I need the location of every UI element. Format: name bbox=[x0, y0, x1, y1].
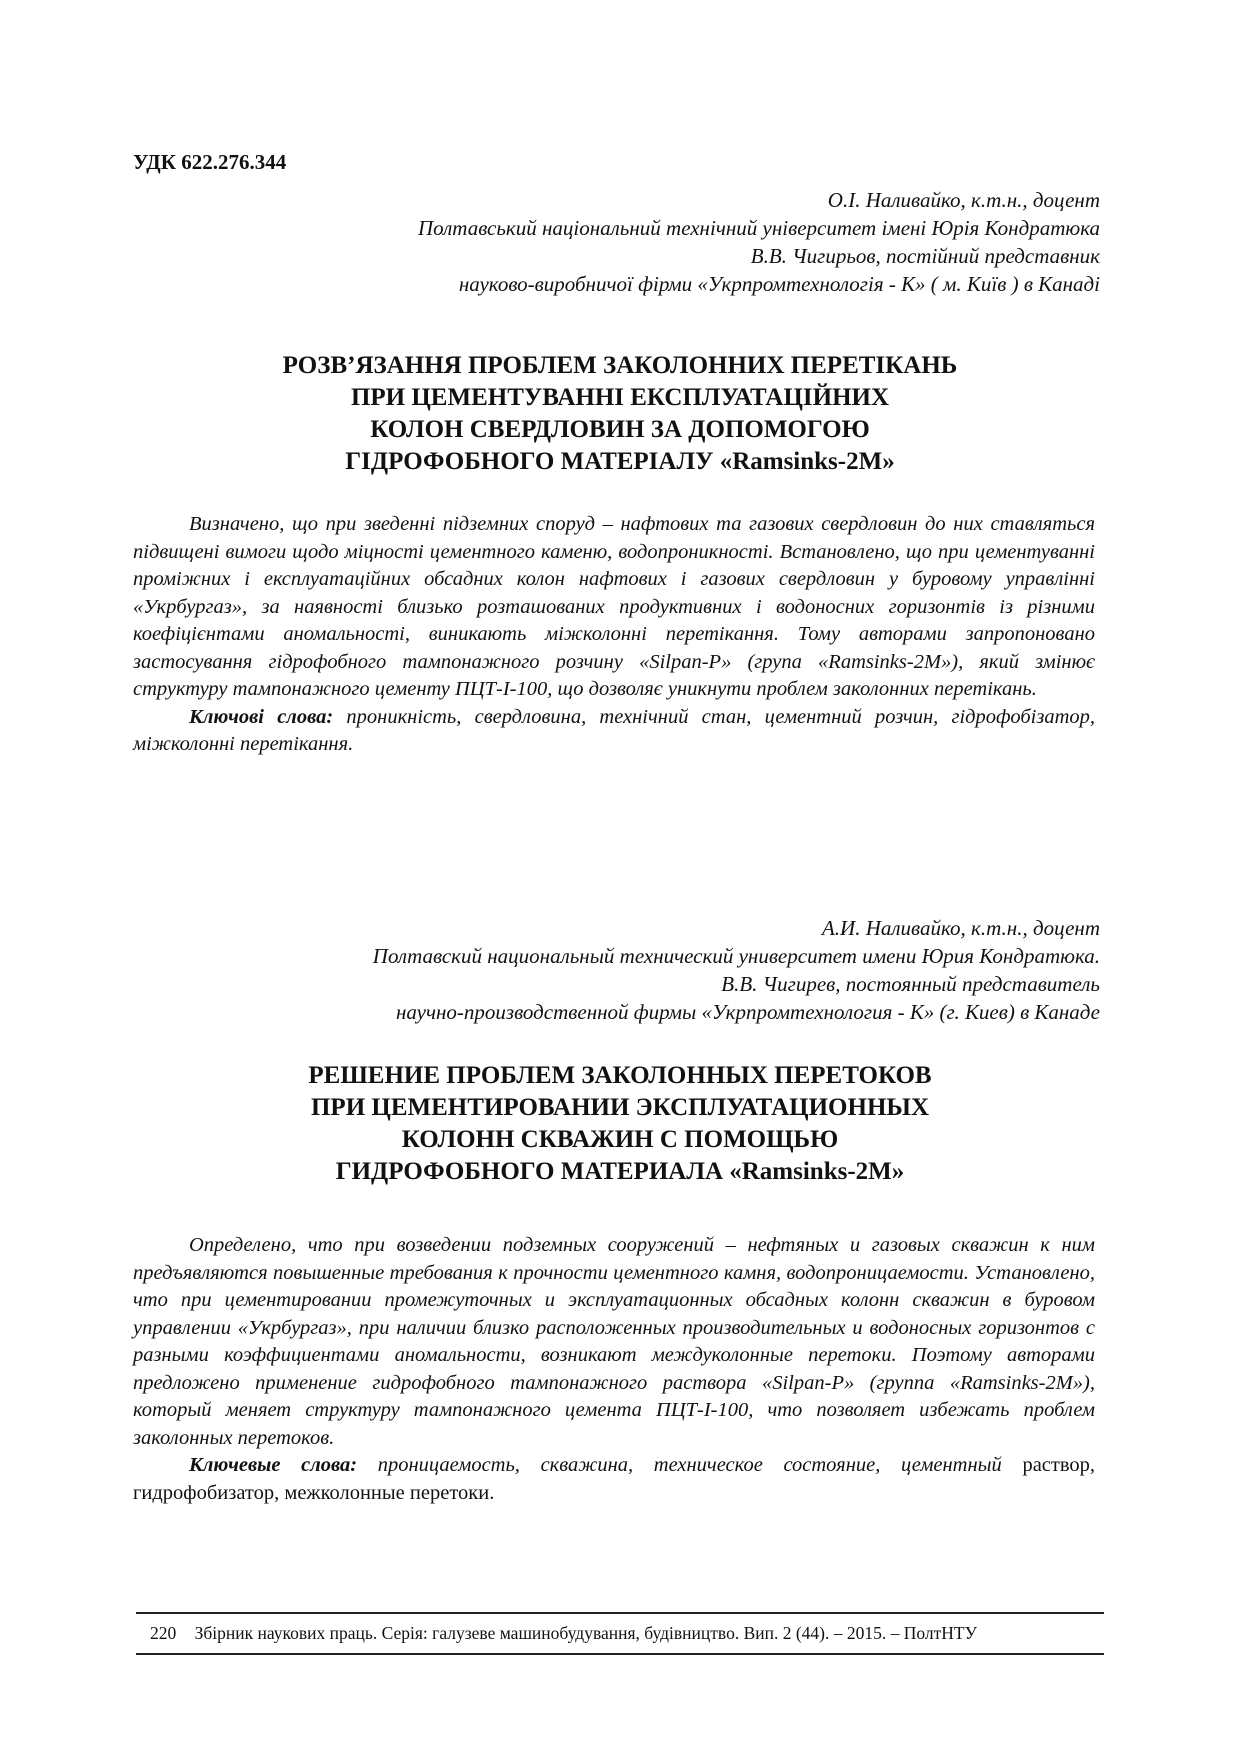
ru-affiliation-2: научно-производственной фирмы «Укрпромтехнология - К» (г. Киев) в Канаде bbox=[396, 1000, 1100, 1024]
footer-bottom-rule bbox=[136, 1653, 1104, 1655]
ua-keywords-label: Ключові слова: bbox=[189, 705, 334, 728]
ru-authors-block bbox=[373, 914, 1100, 1026]
ru-article-title bbox=[140, 1060, 1100, 1188]
ru-title-line: КОЛОНН СКВАЖИН С ПОМОЩЬЮ bbox=[401, 1126, 839, 1153]
ru-title-line: ГИДРОФОБНОГО МАТЕРИАЛА «Ramsinks-2M» bbox=[335, 1158, 905, 1185]
ua-keywords bbox=[133, 704, 1095, 759]
ua-affiliation-2: науково-виробничої фірми «Укрпромтехнологія - К» ( м. Київ ) в Канаді bbox=[458, 272, 1100, 296]
ru-keywords-text-upright: раствор, гидрофобизатор, межколонные перетоки. bbox=[133, 1454, 1096, 1504]
page-footer bbox=[150, 1623, 977, 1644]
ru-keywords-label: Ключевые слова: bbox=[189, 1454, 358, 1476]
ua-affiliation-1: Полтавський національний технічний університет імені Юрія Кондратюка bbox=[417, 216, 1100, 240]
ru-abstract-block bbox=[133, 1232, 1095, 1507]
journal-citation: Збірник наукових праць. Серія: галузеве машинобудування, будівництво. Вип. 2 (44). – 2015. – ПолтНТУ bbox=[194, 1623, 978, 1643]
ru-affiliation-1: Полтавский национальный технический университет имени Юрия Кондратюка. bbox=[372, 944, 1100, 968]
ru-title-line: ПРИ ЦЕМЕНТИРОВАНИИ ЭКСПЛУАТАЦИОННЫХ bbox=[310, 1094, 930, 1121]
ua-author-2: В.В. Чигирьов, постійний представник bbox=[750, 244, 1100, 268]
ua-title-line: ПРИ ЦЕМЕНТУВАННІ ЕКСПЛУАТАЦІЙНИХ bbox=[350, 384, 890, 411]
ru-title-line: РЕШЕНИЕ ПРОБЛЕМ ЗАКОЛОННЫХ ПЕРЕТОКОВ bbox=[308, 1062, 932, 1089]
footer-top-rule bbox=[136, 1612, 1104, 1614]
page-number: 220 bbox=[150, 1623, 177, 1643]
udc-code: УДК 622.276.344 bbox=[133, 150, 287, 174]
ua-abstract: Визначено, що при зведенні підземних споруд – нафтових та газових свердловин до них ставляться підвищені вимоги щодо міцності цементного каменю, водопроникності. Встановлено, що при цементуванні проміжних і експлуатаційних обсадних колон нафтових і газових свердловин у буровому управлінні «Укрбургаз», за наявності близько розташованих продуктивних і водоносних горизонтів із різними коефіцієнтами аномальності, виникають міжколонні перетікання. Тому авторами запропоновано застосування гідрофобного тампонажного розчину «Silpan-P» (група «Ramsinks-2M»), який змінює структуру тампонажного цементу ПЦТ-І-100, що дозволяє уникнути проблем заколонних перетікань. bbox=[133, 513, 1095, 700]
ua-author-1: О.І. Наливайко, к.т.н., доцент bbox=[827, 188, 1100, 212]
ua-title-line: КОЛОН СВЕРДЛОВИН ЗА ДОПОМОГОЮ bbox=[370, 416, 870, 443]
ua-keywords-text: проникність, свердловина, технічний стан, цементний розчин, гідрофобізатор, міжколонні перетікання. bbox=[133, 705, 1096, 755]
ru-keywords bbox=[133, 1452, 1095, 1507]
ua-article-title bbox=[140, 350, 1100, 478]
ru-author-1: А.И. Наливайко, к.т.н., доцент bbox=[821, 916, 1100, 940]
ru-author-2: В.В. Чигирев, постоянный представитель bbox=[721, 972, 1100, 996]
ru-abstract: Определено, что при возведении подземных сооружений – нефтяных и газовых скважин к ним предъявляются повышенные требования к прочности цементного камня, водопроницаемости. Установлено, что при цементировании промежуточных и эксплуатационных обсадных колонн скважин в буровом управлении «Укрбургаз», при наличии близко расположенных производительных и водоносных горизонтов с разными коэффициентами аномальности, возникают междуколонные перетоки. Поэтому авторами предложено применение гидрофобного тампонажного раствора «Silpan-P» (группа «Ramsinks-2M»), который меняет структуру тампонажного цемента ПЦТ-I-100, что позволяет избежать проблем заколонных перетоков. bbox=[133, 1234, 1095, 1449]
ua-authors-block bbox=[418, 186, 1100, 298]
ua-title-line: ГІДРОФОБНОГО МАТЕРІАЛУ «Ramsinks-2M» bbox=[345, 448, 895, 475]
ua-title-line: РОЗВ’ЯЗАННЯ ПРОБЛЕМ ЗАКОЛОННИХ ПЕРЕТІКАНЬ bbox=[282, 352, 958, 379]
ua-abstract-block bbox=[133, 511, 1095, 759]
ru-keywords-text: проницаемость, скважина, техническое состояние, цементный bbox=[377, 1454, 1002, 1476]
